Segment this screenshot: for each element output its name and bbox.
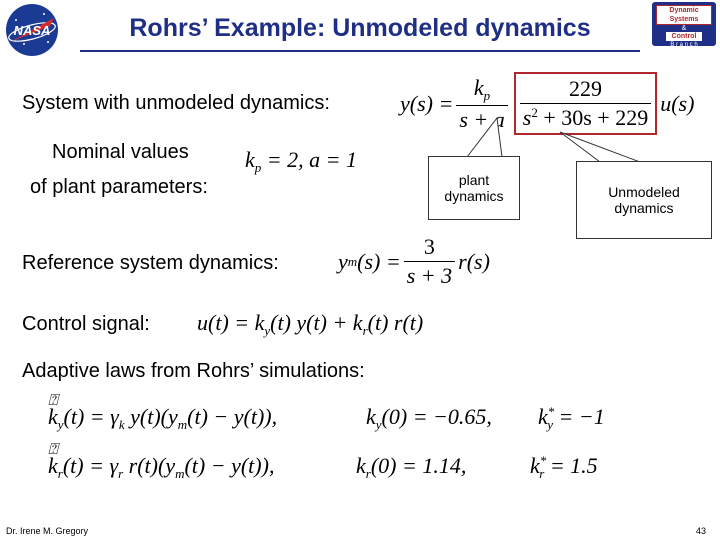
missing-dot-glyph: ⍰ — [48, 441, 58, 458]
kp-symbol: k — [473, 74, 484, 100]
plant-callout-line-1: plant — [458, 172, 490, 188]
unmodeled-callout-line-2: dynamics — [614, 200, 674, 216]
branch-logo-line-1: Dynamic Systems — [656, 5, 712, 25]
nominal-label-line-2: of plant parameters: — [30, 176, 208, 198]
system-label: System with unmodeled dynamics: — [22, 92, 330, 114]
plant-callout-line-2: dynamics — [444, 188, 504, 204]
unmodeled-numerator: 229 — [568, 76, 602, 101]
plant-dynamics-callout — [428, 156, 520, 220]
unmodeled-denominator: $s^2 + 30s + 229$ — [520, 103, 651, 131]
adaptive-ideal-ky: $k^*_y = -1$ — [538, 404, 605, 432]
adaptive-init-kr: $k_r(0) = 1.14$, — [356, 453, 467, 481]
branch-logo-line-4: B r a n c h — [670, 42, 698, 48]
reference-fraction: $\frac{3}{s + 3}$ — [404, 234, 455, 289]
adaptive-ideal-kr: $k^*_r = 1.5$ — [530, 453, 598, 481]
adaptive-law-ky: ⍰ $k_y(t) = \gamma_k$ $y(t)(y_m(t) - y(t))$, — [48, 392, 278, 432]
unmodeled-callout-line-1: Unmodeled — [608, 184, 680, 200]
nasa-logo-text: NASA — [13, 23, 51, 38]
plant-callout-pointer — [467, 118, 502, 157]
branch-logo-line-2: & — [681, 25, 687, 32]
missing-dot-glyph: ⍰ — [48, 392, 58, 409]
adaptive-init-ky: $k_y(0) = -0.65$, — [366, 404, 492, 432]
unmodeled-dynamics-callout — [576, 161, 712, 239]
system-lhs: y(s) = — [400, 90, 454, 116]
branch-logo-line-3: Control — [666, 32, 702, 41]
adaptive-label: Adaptive laws from Rohrs’ simulations: — [22, 360, 365, 382]
reference-equation: y m (s) = $\frac{3}{s + 3}$ r(s) — [338, 234, 490, 288]
system-rhs: u(s) — [660, 90, 695, 116]
unmodeled-callout-pointer — [560, 132, 640, 162]
nominal-equation: $k_p = 2$, a = 1 — [245, 147, 357, 175]
page-number: 43 — [696, 526, 707, 536]
control-label: Control signal: — [22, 313, 150, 335]
footer-author: Dr. Irene M. Gregory — [6, 526, 89, 536]
adaptive-law-kr: ⍰ $k_r(t) = \gamma_r$ $r(t)(y_m(t) - y(t))$, — [48, 441, 275, 481]
reference-label: Reference system dynamics: — [22, 252, 279, 274]
nominal-label-line-1: Nominal values — [52, 141, 189, 163]
page-title: Rohrs’ Example: Unmodeled dynamics — [129, 14, 591, 42]
kp-subscript: p — [483, 87, 491, 103]
plant-denominator: s + a — [456, 105, 507, 133]
control-equation: $u(t) = k_y(t) y(t) + k_r(t)$ r(t) — [197, 310, 424, 338]
